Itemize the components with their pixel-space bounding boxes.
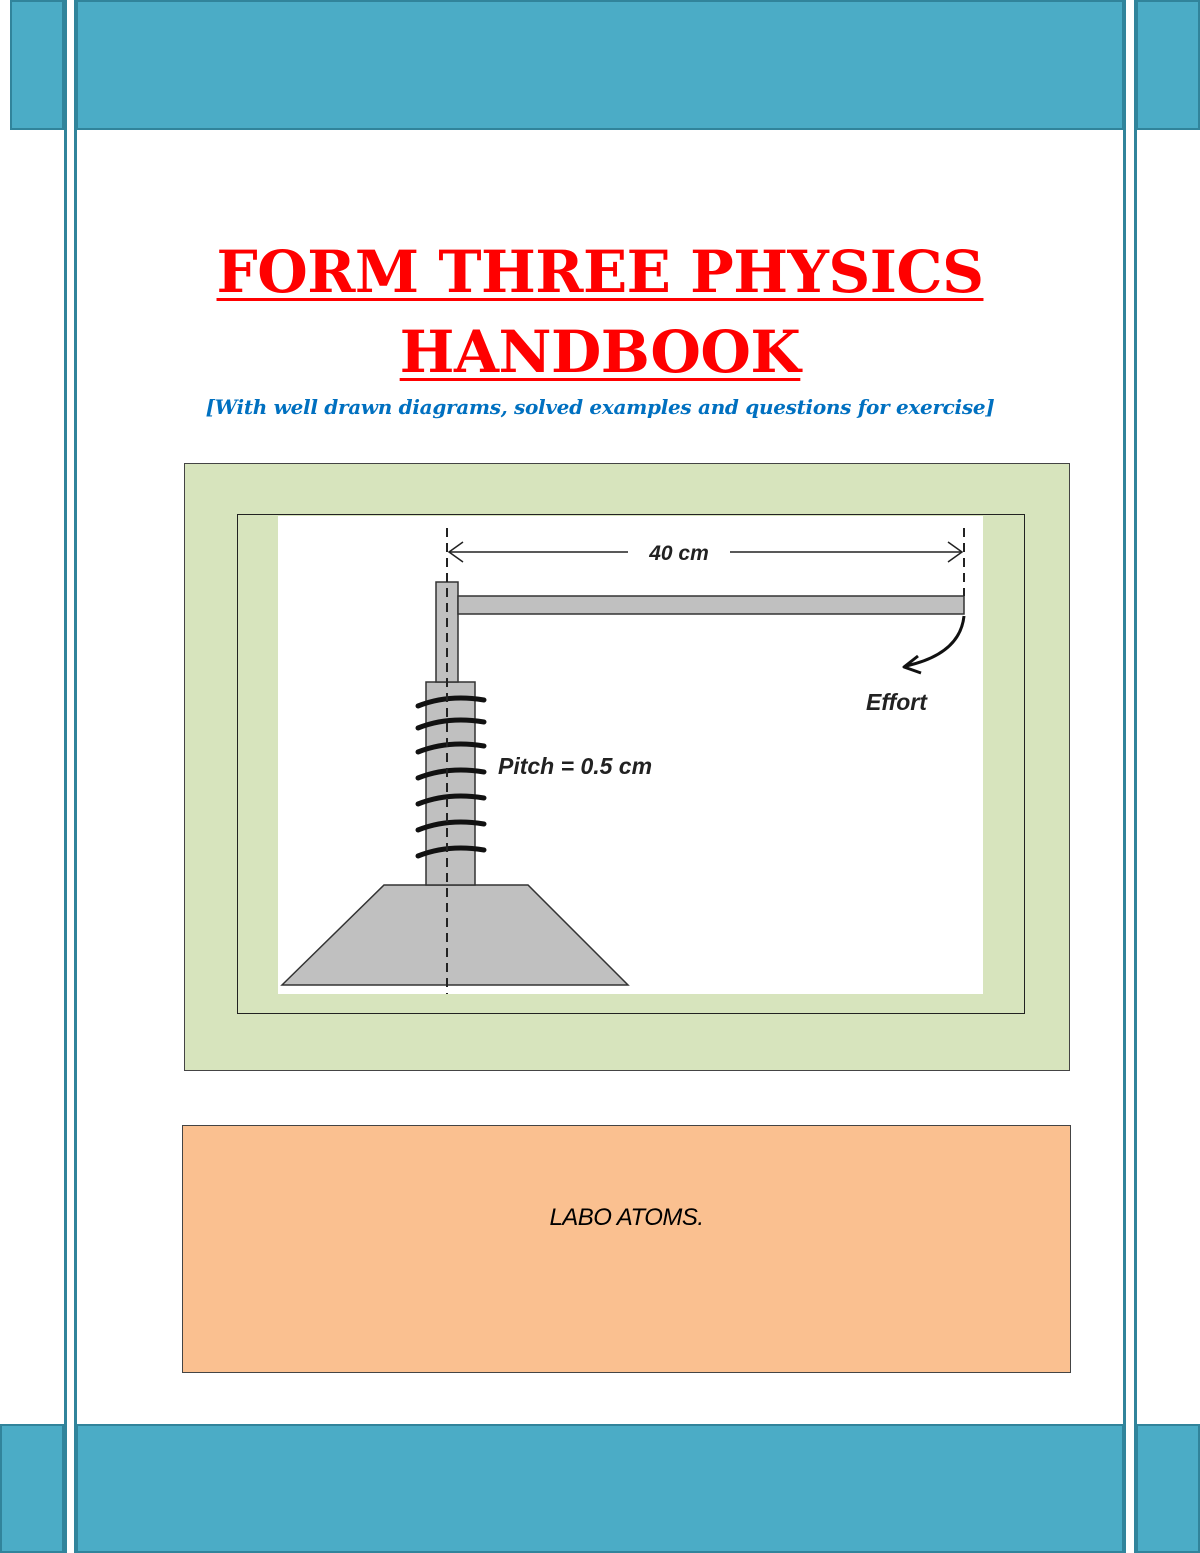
effort-label: Effort bbox=[866, 689, 927, 715]
header-band bbox=[76, 0, 1124, 130]
title-line-1: FORM THREE PHYSICS bbox=[216, 238, 984, 306]
vertical-rule-right-1 bbox=[1123, 0, 1126, 1553]
screw-body bbox=[426, 682, 475, 885]
vertical-rule-left-2 bbox=[74, 0, 77, 1553]
corner-block-top-right bbox=[1136, 0, 1200, 130]
base-trapezoid bbox=[282, 885, 628, 985]
corner-block-bottom-left bbox=[0, 1424, 64, 1553]
lever-arm bbox=[458, 596, 964, 614]
vertical-rule-right-2 bbox=[1134, 0, 1137, 1553]
vertical-rule-left-1 bbox=[64, 0, 67, 1553]
corner-block-bottom-right bbox=[1136, 1424, 1200, 1553]
pitch-label: Pitch = 0.5 cm bbox=[498, 753, 653, 779]
corner-block-top-left bbox=[10, 0, 64, 130]
footer-band bbox=[76, 1424, 1124, 1553]
author-label: LABO ATOMS. bbox=[549, 1204, 704, 1231]
screw-jack-diagram bbox=[278, 516, 983, 994]
subtitle: [With well drawn diagrams, solved examples and questions for exercise] bbox=[205, 395, 995, 419]
title-line-2: HANDBOOK bbox=[399, 318, 801, 386]
author-box bbox=[182, 1125, 1071, 1373]
length-label: 40 cm bbox=[649, 542, 709, 565]
